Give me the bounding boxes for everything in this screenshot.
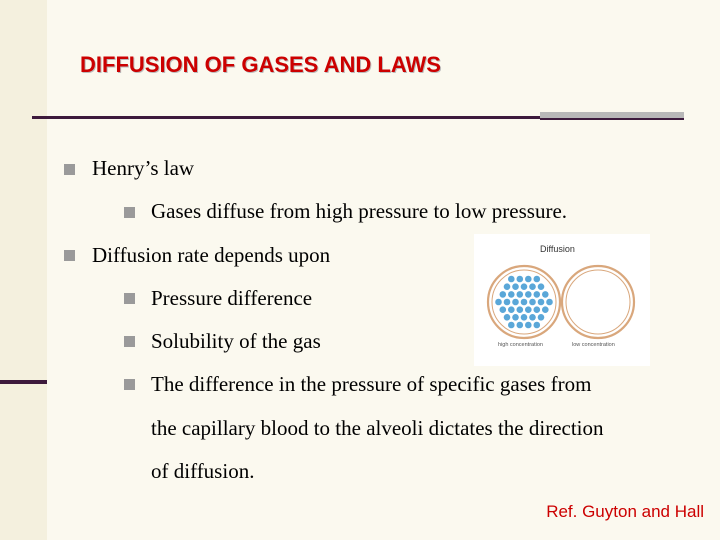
molecule-dot	[517, 276, 524, 283]
molecule-dot	[534, 291, 541, 298]
molecule-dot	[538, 299, 545, 306]
molecule-dot	[538, 283, 545, 290]
title-rule-accent-line	[540, 118, 684, 120]
molecule-dot	[529, 283, 536, 290]
molecule-dot	[525, 276, 532, 283]
molecule-dot	[529, 314, 536, 321]
molecule-dot	[538, 314, 545, 321]
molecule-dot	[542, 306, 549, 313]
figure-title: Diffusion	[540, 244, 575, 254]
molecule-dot	[500, 291, 507, 298]
molecule-dot	[504, 283, 511, 290]
molecule-dot	[508, 306, 515, 313]
bullet-square-icon	[124, 336, 135, 347]
bullet-pressure-gradient-line-2: the capillary blood to the alveoli dictates the direction	[151, 416, 604, 440]
bullet-gases-diffuse: Gases diffuse from high pressure to low pressure.	[151, 199, 568, 223]
low-concentration-inner-ring	[566, 270, 630, 334]
bullet-square-icon	[124, 379, 135, 390]
molecule-dot	[517, 322, 524, 329]
molecule-dot	[534, 322, 541, 329]
molecule-dot	[504, 299, 511, 306]
slide-title: DIFFUSION OF GASES AND LAWS	[80, 52, 441, 77]
molecule-dot	[512, 299, 519, 306]
molecule-dot	[495, 299, 502, 306]
molecule-dot	[512, 283, 519, 290]
molecule-dot	[521, 299, 528, 306]
sidebar-band	[0, 0, 47, 540]
molecule-dot	[508, 322, 515, 329]
molecule-dots	[495, 276, 553, 329]
molecule-dot	[521, 283, 528, 290]
molecule-dot	[500, 306, 507, 313]
bullet-square-icon	[124, 207, 135, 218]
reference-citation: Ref. Guyton and Hall	[546, 502, 704, 521]
bullet-diffusion-rate: Diffusion rate depends upon	[92, 243, 331, 267]
molecule-dot	[534, 306, 541, 313]
molecule-dot	[508, 291, 515, 298]
sidebar-accent-line	[0, 380, 47, 384]
bullet-pressure-difference: Pressure difference	[151, 286, 313, 310]
molecule-dot	[525, 291, 532, 298]
molecule-dot	[546, 299, 553, 306]
molecule-dot	[521, 314, 528, 321]
figure-right-label: low concentration	[572, 342, 615, 348]
bullet-square-icon	[64, 250, 75, 261]
molecule-dot	[525, 322, 532, 329]
molecule-dot	[525, 306, 532, 313]
molecule-dot	[508, 276, 515, 283]
molecule-dot	[529, 299, 536, 306]
title-rule	[32, 116, 540, 119]
bullet-pressure-gradient-line-1: The difference in the pressure of specific gases from	[151, 372, 592, 396]
molecule-dot	[542, 291, 549, 298]
molecule-dot	[512, 314, 519, 321]
low-concentration-circle	[562, 266, 634, 338]
diffusion-figure	[474, 234, 650, 366]
bullet-solubility: Solubility of the gas	[151, 329, 321, 353]
figure-left-label: high concentration	[498, 342, 543, 348]
bullet-pressure-gradient-line-3: of diffusion.	[151, 459, 255, 483]
bullet-henrys-law: Henry’s law	[92, 156, 195, 180]
molecule-dot	[517, 291, 524, 298]
diffusion-illustration	[474, 234, 650, 366]
bullet-square-icon	[64, 164, 75, 175]
molecule-dot	[517, 306, 524, 313]
molecule-dot	[504, 314, 511, 321]
bullet-square-icon	[124, 293, 135, 304]
molecule-dot	[534, 276, 541, 283]
